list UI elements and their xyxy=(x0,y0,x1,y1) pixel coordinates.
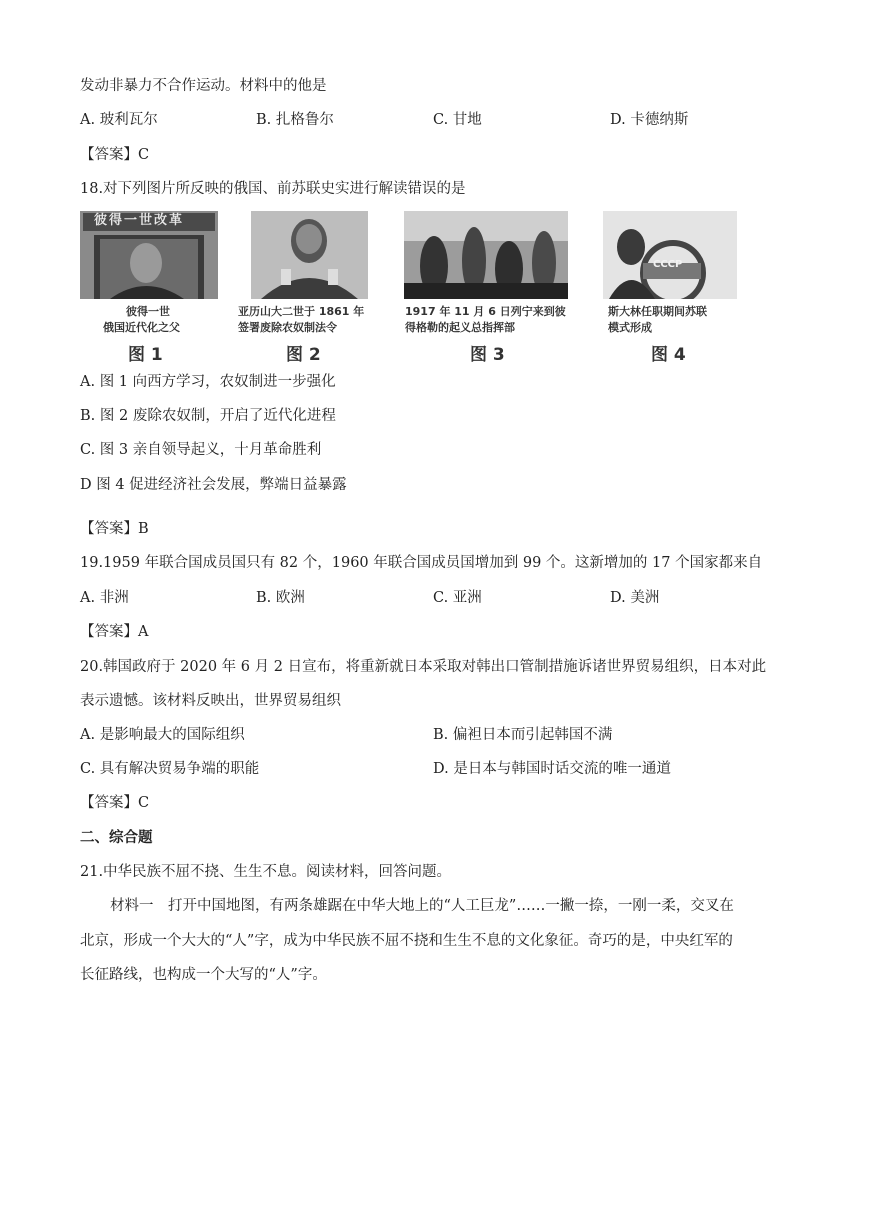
q20-stem-line1: 20.韩国政府于 2020 年 6 月 2 日宣布，将重新就日本采取对韩出口管制措施诉诸世界贸易组织，日本对此 xyxy=(80,659,767,675)
figure-3-lenin-uprising xyxy=(404,211,568,299)
figure-1-banner: 彼得一世改革 xyxy=(94,213,185,228)
q17-answer: 【答案】C xyxy=(80,147,150,163)
figure-4-caption-line1: 斯大林任职期间苏联 xyxy=(608,305,707,318)
figure-4-label: 图 4 xyxy=(651,345,686,365)
q18-stem: 18.对下列图片所反映的俄国、前苏联史实进行解读错误的是 xyxy=(80,181,466,197)
q19-stem: 19.1959 年联合国成员国只有 82 个，1960 年联合国成员国增加到 99 个。这新增加的 17 个国家都来自 xyxy=(80,555,763,571)
figure-4-emblem: CCCP xyxy=(653,259,683,270)
q19-option-d: D. 美洲 xyxy=(610,590,660,606)
q20-answer: 【答案】C xyxy=(80,795,150,811)
figure-3-caption-line1: 1917 年 11 月 6 日列宁来到彼 xyxy=(405,305,566,318)
figure-1-caption-line2: 俄国近代化之父 xyxy=(103,321,180,334)
figure-2-label: 图 2 xyxy=(286,345,321,365)
section-heading: 二、综合题 xyxy=(80,830,153,846)
figure-1-label: 图 1 xyxy=(128,345,163,365)
q17-option-b: B. 扎格鲁尔 xyxy=(256,112,334,128)
q19-answer: 【答案】A xyxy=(80,624,149,640)
q20-option-b: B. 偏袒日本而引起韩国不满 xyxy=(433,727,613,743)
q18-option-d: D 图 4 促进经济社会发展，弊端日益暴露 xyxy=(80,477,347,493)
figure-1-caption-line1: 彼得一世 xyxy=(126,305,170,318)
q19-option-c: C. 亚洲 xyxy=(433,590,482,606)
q17-option-d: D. 卡德纳斯 xyxy=(610,112,689,128)
q20-option-d: D. 是日本与韩国时话交流的唯一通道 xyxy=(433,761,671,777)
q21-stem: 21.中华民族不屈不挠、生生不息。阅读材料，回答问题。 xyxy=(80,864,452,880)
q18-answer: 【答案】B xyxy=(80,521,149,537)
figure-2-caption-line2: 签署废除农奴制法令 xyxy=(238,321,337,334)
figure-3-caption-line2: 得格勒的起义总指挥部 xyxy=(405,321,515,334)
figure-4-caption-line2: 模式形成 xyxy=(608,321,652,334)
q19-option-b: B. 欧洲 xyxy=(256,590,305,606)
figure-2-alexander-ii xyxy=(251,211,368,299)
figure-2-caption-line1: 亚历山大二世于 1861 年 xyxy=(238,305,365,318)
q21-material-line2: 北京，形成一个大大的“人”字，成为中华民族不屈不挠和生生不息的文化象征。奇巧的是，中央红军的 xyxy=(80,933,733,949)
figure-4-stalin-ussr xyxy=(603,211,737,299)
q18-option-c: C. 图 3 亲自领导起义，十月革命胜利 xyxy=(80,442,322,458)
q18-option-a: A. 图 1 向西方学习，农奴制进一步强化 xyxy=(80,374,336,390)
q17-stem-tail: 发动非暴力不合作运动。材料中的他是 xyxy=(80,78,327,94)
q18-option-b: B. 图 2 废除农奴制，开启了近代化进程 xyxy=(80,408,336,424)
q17-option-a: A. 玻利瓦尔 xyxy=(80,112,158,128)
q20-stem-line2: 表示遗憾。该材料反映出，世界贸易组织 xyxy=(80,693,341,709)
figure-3-label: 图 3 xyxy=(470,345,505,365)
q20-option-c: C. 具有解决贸易争端的职能 xyxy=(80,761,260,777)
q17-option-c: C. 甘地 xyxy=(433,112,482,128)
q21-material-line3: 长征路线，也构成一个大写的“人”字。 xyxy=(80,967,327,983)
q19-option-a: A. 非洲 xyxy=(80,590,129,606)
q21-material-line1: 材料一 打开中国地图，有两条雄踞在中华大地上的“人工巨龙”……一撇一捺，一刚一柔，交叉在 xyxy=(110,898,734,914)
q20-option-a: A. 是影响最大的国际组织 xyxy=(80,727,245,743)
